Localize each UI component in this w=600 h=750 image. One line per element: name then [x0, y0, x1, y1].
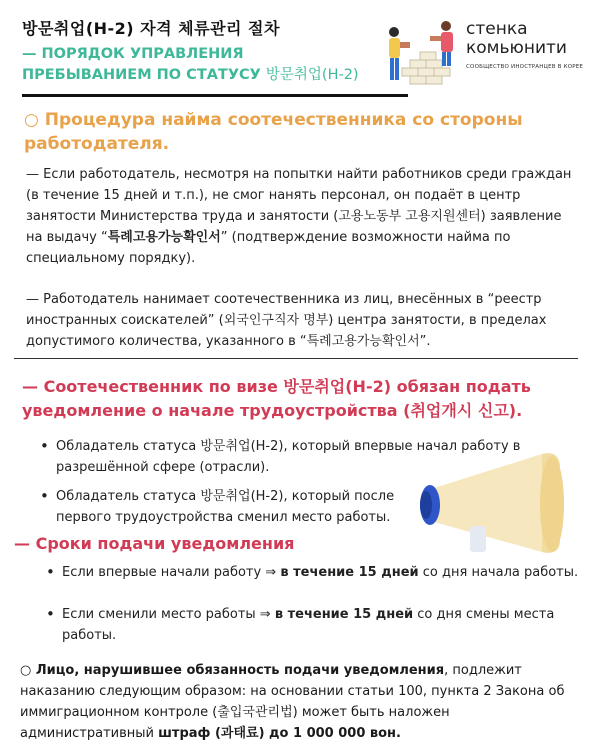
- deadline1-bold: в течение 15 дней: [280, 565, 419, 580]
- megaphone-icon: [410, 448, 586, 562]
- notification-list-second: [34, 486, 414, 535]
- title-ru-line2-wrap: [22, 65, 402, 86]
- p1-bold-term: 특례고용가능확인서: [107, 230, 221, 245]
- penalty-text: , подлежит наказанию следующим образом: на основании статьи 100, пункта 2 Закона об иммиграционном контроле (출입국관리법) может быть наложен административный: [20, 663, 565, 741]
- title-divider: [22, 94, 408, 97]
- section-heading-notification-duty: — Соотечественник по визе 방문취업(H-2) обязан подать уведомление о начале трудоустройства (취업개시 신고).: [22, 377, 531, 420]
- deadline2-bold: в течение 15 дней: [274, 607, 414, 622]
- section-divider: [14, 358, 578, 359]
- list-item-deadline-changed-job: [40, 604, 580, 646]
- list-item-deadline-first-job: [40, 562, 580, 583]
- section-heading-deadlines: — Сроки подачи уведомления: [14, 534, 295, 553]
- title-ru-line2: ПРЕБЫВАНИЕМ ПО СТАТУСУ: [22, 67, 261, 83]
- list-item-first-job: • Обладатель статуса 방문취업(H-2), который впервые начал работу в разрешённой сфере (отрасли).: [34, 436, 554, 478]
- deadline-list-first: [40, 562, 580, 590]
- section-heading-hiring-procedure: ○ Процедура найма соотечественника со стороны работодателя.: [24, 110, 523, 154]
- deadline1-text-a: Если впервые начали работу ⇒: [62, 565, 281, 580]
- deadline2-text-a: Если сменили место работы ⇒: [62, 607, 275, 622]
- p1-text-b: ” (подтверждение возможности найма по специальному порядку).: [26, 230, 511, 266]
- deadline2-text-b: со дня смены места работы.: [62, 607, 555, 643]
- page-title-russian: [22, 44, 402, 86]
- title-ru-korean: 방문취업(H-2): [265, 67, 359, 83]
- deadline1-text-b: со дня начала работы.: [418, 565, 579, 580]
- logo-text: [466, 20, 567, 58]
- paragraph-penalty: [20, 660, 580, 744]
- logo-line2: комьюнити: [466, 38, 567, 58]
- logo-subtitle: СООБЩЕСТВО ИНОСТРАНЦЕВ В КОРЕЕ: [466, 64, 584, 70]
- p1-text-a: — Если работодатель, несмотря на попытки найти работников среди граждан (в течение 15 дней и т.п.), не смог нанять персонал, он подаёт в центр занятости Министерства труда и занятости (고용노동부 고용지원센터) заявление на выдачу “: [26, 167, 572, 245]
- title-ru-line1: — ПОРЯДОК УПРАВЛЕНИЯ: [22, 46, 244, 62]
- list-item-changed-job: • Обладатель статуса 방문취업(H-2), который после первого трудоустройства сменил место работы.: [34, 486, 414, 528]
- penalty-lead: ○ Лицо, нарушившее обязанность подачи уведомления: [20, 663, 445, 678]
- paragraph-employer-application: [26, 164, 574, 269]
- penalty-fine: штраф (과태료) до 1 000 000 вон.: [158, 726, 401, 741]
- deadline-list-second: [40, 604, 580, 653]
- page-title-korean: 방문취업(H-2) 자격 체류관리 절차: [22, 19, 280, 38]
- paragraph-employer-hires: — Работодатель нанимает соотечественника из лиц, внесённых в “реестр иностранных соискателей” (외국인구직자 명부) центра занятости, в пределах допустимого количества, указанного в “특례고용가능확인서”.: [26, 292, 547, 349]
- brick-wall-illustration: [380, 14, 464, 94]
- logo-line1: стенка: [466, 19, 528, 39]
